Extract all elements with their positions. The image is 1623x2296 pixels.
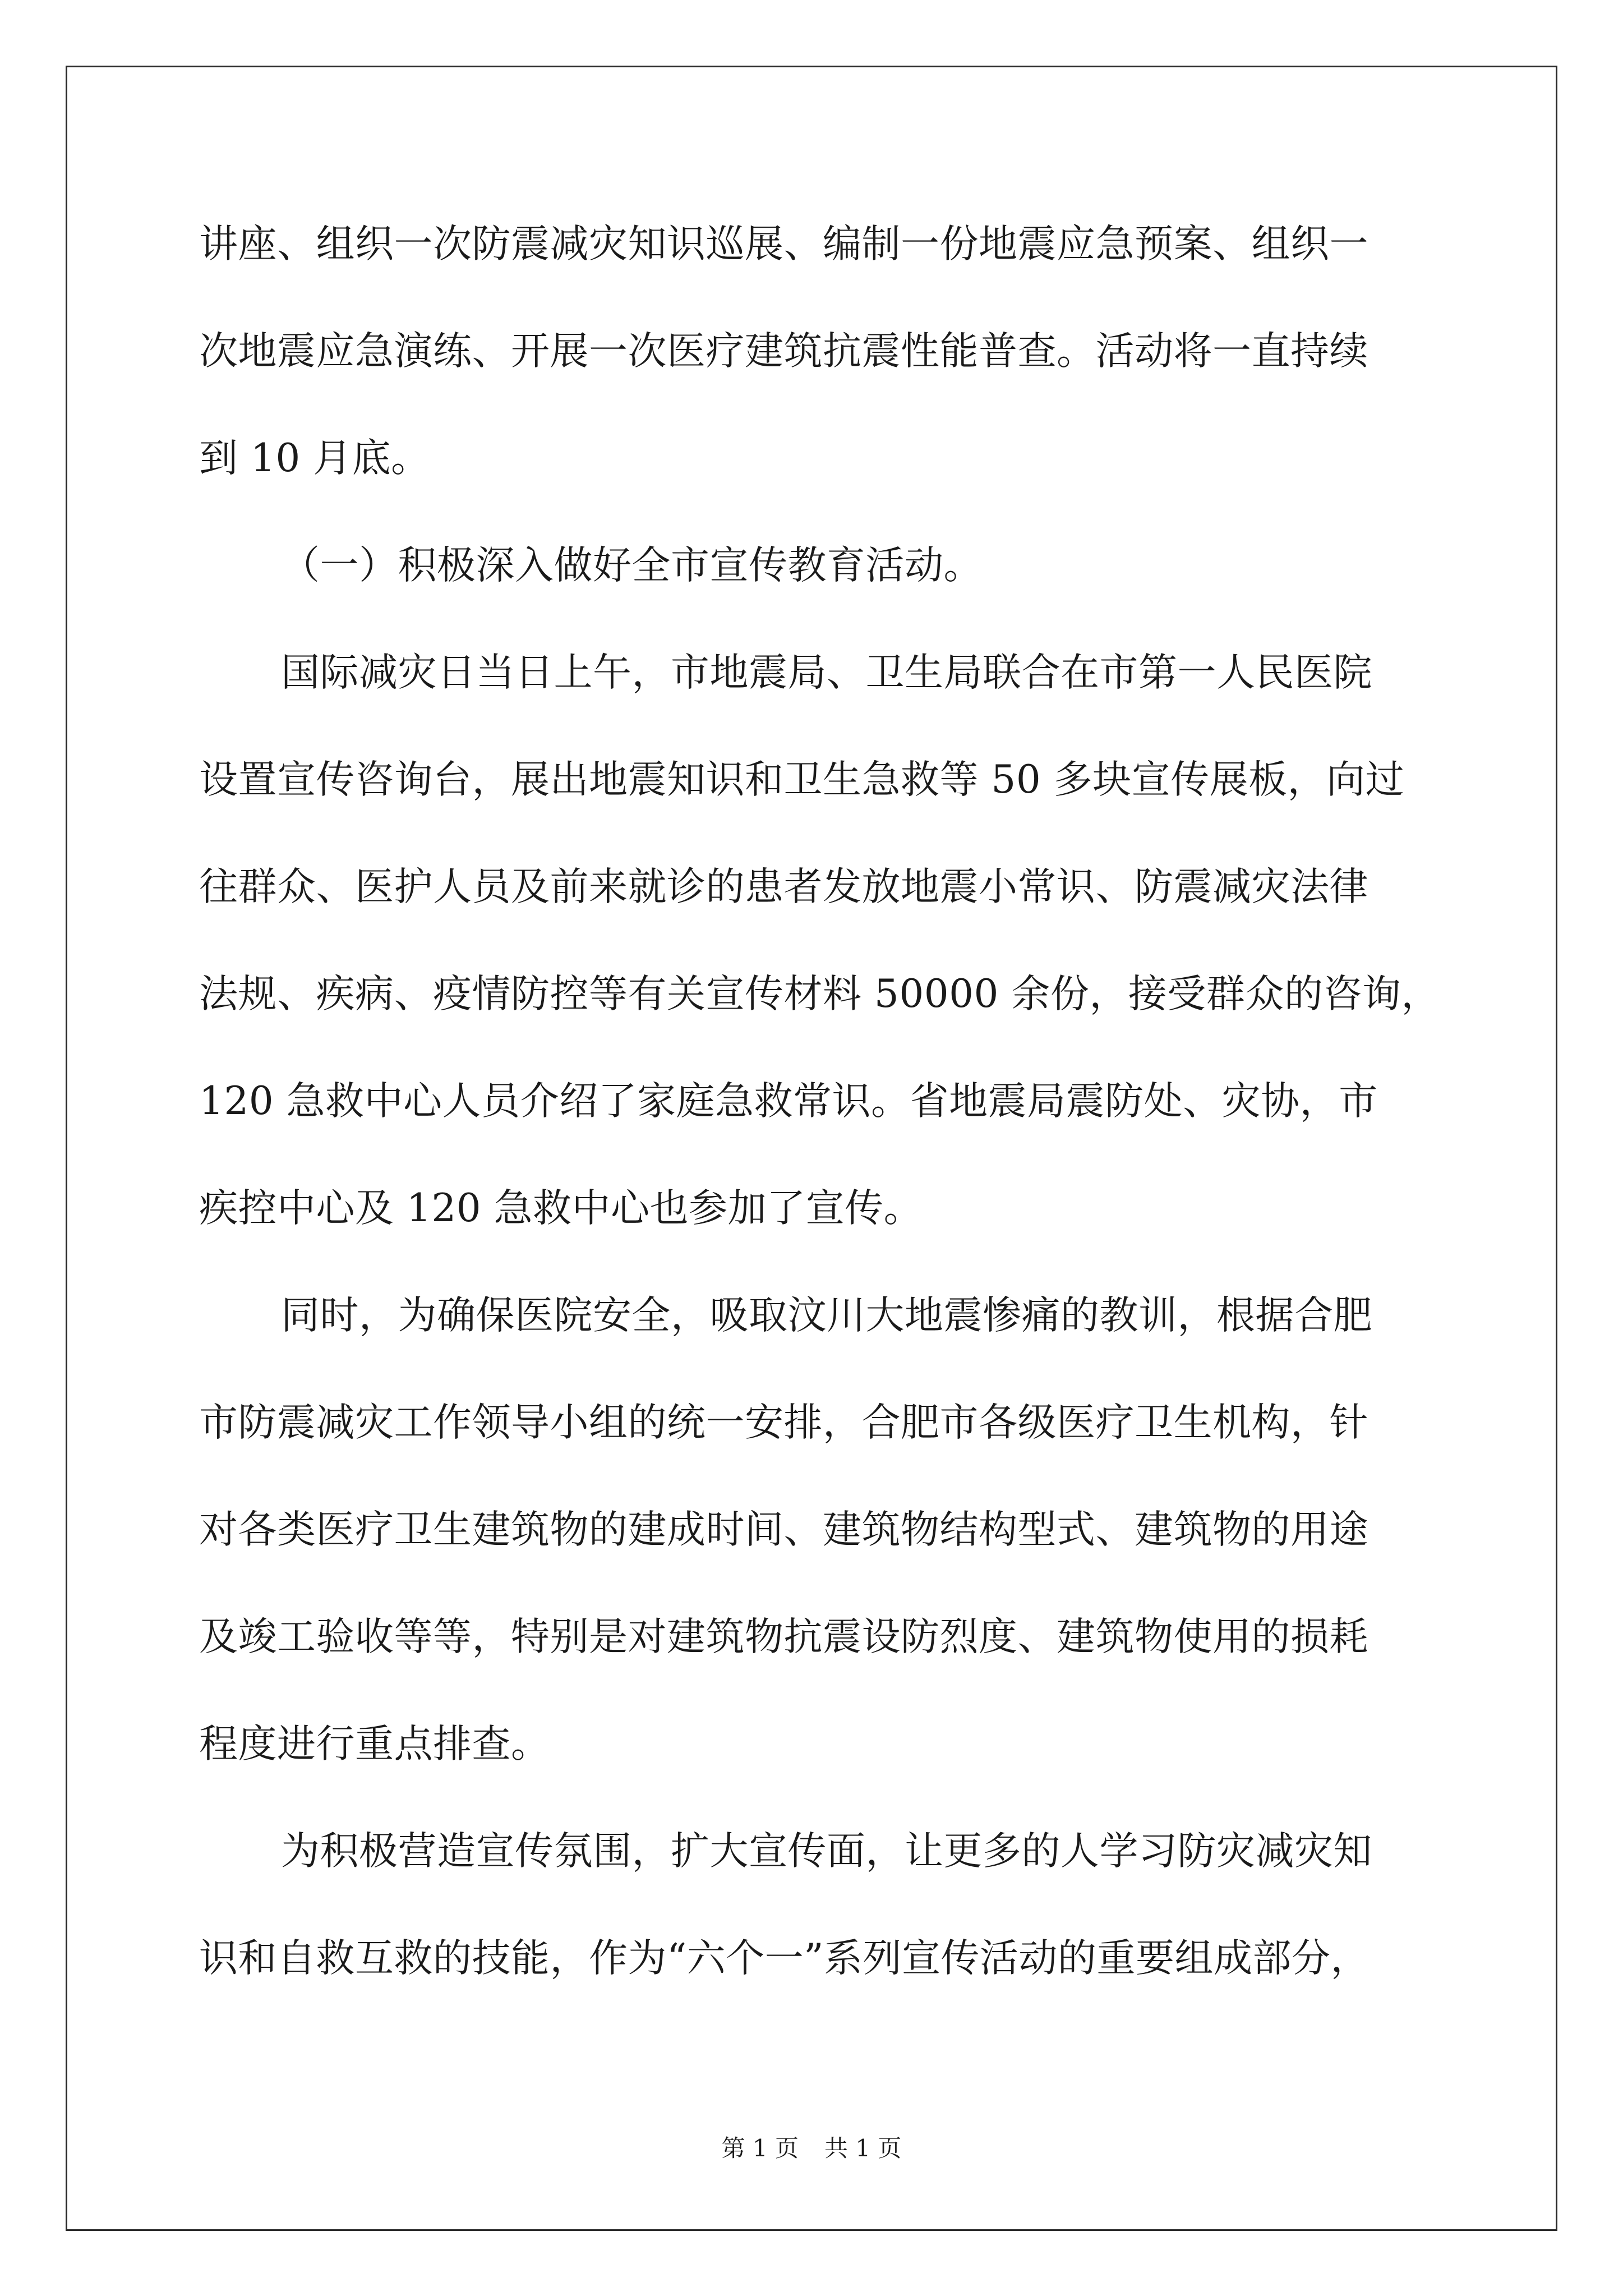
page-number: 第 1 页	[721, 2134, 799, 2162]
paragraph-line: 往群众、医护人员及前来就诊的患者发放地震小常识、防震减灾法律	[199, 864, 1368, 909]
document-body	[199, 191, 1455, 2012]
paragraph-line: 次地震应急演练、开展一次医疗建筑抗震性能普查。活动将一直持续	[199, 329, 1368, 374]
paragraph-line: 为积极营造宣传氛围，扩大宣传面，让更多的人学习防灾减灾知	[281, 1829, 1372, 1874]
paragraph-line: 对各类医疗卫生建筑物的建成时间、建筑物结构型式、建筑物的用途	[199, 1507, 1368, 1552]
paragraph-line: 识和自救互救的技能，作为“六个一”系列宣传活动的重要组成部分，	[199, 1936, 1370, 1981]
paragraph-line: 疾控中心及 120 急救中心也参加了宣传。	[199, 1186, 923, 1231]
paragraph-line: 同时，为确保医院安全，吸取汶川大地震惨痛的教训，根据合肥	[281, 1293, 1372, 1338]
paragraph-line: 程度进行重点排查。	[199, 1722, 550, 1766]
paragraph-line: 讲座、组织一次防震减灾知识巡展、编制一份地震应急预案、组织一	[199, 222, 1368, 266]
paragraph-line: 设置宣传咨询台，展出地震知识和卫生急救等 50 多块宣传展板，向过	[199, 757, 1405, 802]
page-footer	[0, 2132, 1623, 2165]
paragraph-line: 国际减灾日当日上午，市地震局、卫生局联合在市第一人民医院	[281, 650, 1372, 695]
section-heading: （一）积极深入做好全市宣传教育活动。	[281, 543, 983, 588]
paragraph-line: 120 急救中心人员介绍了家庭急救常识。省地震局震防处、灾协，市	[199, 1079, 1378, 1124]
paragraph-line: 及竣工验收等等，特别是对建筑物抗震设防烈度、建筑物使用的损耗	[199, 1614, 1368, 1659]
paragraph-line: 市防震减灾工作领导小组的统一安排，合肥市各级医疗卫生机构，针	[199, 1400, 1368, 1445]
page-total: 共 1 页	[824, 2134, 902, 2162]
paragraph-line: 法规、疾病、疫情防控等有关宣传材料 50000 余份，接受群众的咨询，	[199, 972, 1440, 1016]
paragraph-line: 到 10 月底。	[199, 436, 430, 481]
